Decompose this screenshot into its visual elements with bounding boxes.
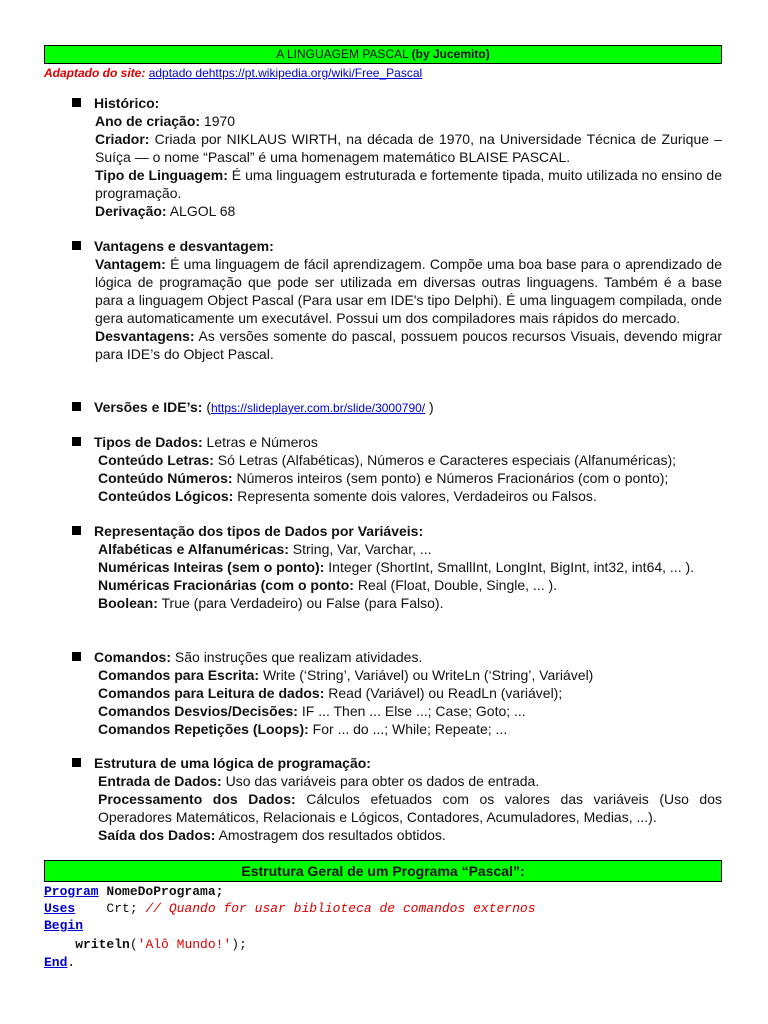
section-representacao: [72, 522, 722, 612]
item-ano: Ano de criação: 1970: [95, 113, 236, 129]
item-leitura: Comandos para Leitura de dados: Read (Variável) ou ReadLn (variável);: [98, 685, 563, 701]
source-label: Adaptado do site:: [44, 66, 146, 80]
code-line-begin: [44, 918, 83, 933]
item-inteiras: Numéricas Inteiras (sem o ponto): Integer (ShortInt, SmallInt, LongInt, BigInt, int32, int64, ... ).: [98, 559, 695, 575]
section-comandos: Comandos: São instruções que realizam atividades. Comandos para Escrita: Write (‘String’, Variável) ou WriteLn (‘String’, Variável) Comandos para Leitura de dados: Read (Variável) ou ReadLn (variável); Comandos Desvios/Decisões: IF ... Then ... Else ...; Case; Goto; ... Comandos Repetições (Loops): For ... do ...; While; Repeate; ...: [72, 648, 722, 738]
code-comment: // Quando for usar biblioteca de comandos externos: [145, 901, 536, 916]
item-boolean: Boolean: True (para Verdadeiro) ou False (para Falso).: [98, 595, 444, 611]
item-vantagem: Vantagem: É uma linguagem de fácil aprendizagem. Compõe uma boa base para o aprendizado de lógica de programação que pode ser utilizada em diversas outras linguagens. Também é a base para a linguagem Object Pascal (Para usar em IDE's tipo Delphi). É uma linguagem compilada, onde gera automaticamente um executável. Possui um dos compiladores mais rápidos do mercado.: [95, 256, 722, 326]
source-line: [44, 66, 422, 80]
code-line-end: End.: [44, 955, 76, 970]
section-historico: [72, 94, 722, 220]
section-estrutura: [72, 754, 722, 844]
item-desvantagem: Desvantagens: As versões somente do pascal, possuem poucos recursos Visuais, devendo migrar para IDE’s do Object Pascal.: [95, 328, 722, 362]
item-escrita: Comandos para Escrita: Write (‘String’, Variável) ou WriteLn (‘String’, Variável): [98, 667, 594, 683]
section-tipos: Tipos de Dados: Letras e Números Conteúdo Letras: Só Letras (Alfabéticas), Números e Caracteres especiais (Alfanuméricas); Conteúdo Números: Números inteiros (sem ponto) e Números Fracionários (com o ponto); Conteúdos Lógicos: Representa somente dois valores, Verdadeiros ou Falsos.: [72, 433, 722, 505]
item-logicos: Conteúdos Lógicos: Representa somente dois valores, Verdadeiros ou Falsos.: [98, 488, 597, 504]
keyword-end[interactable]: End: [44, 955, 68, 970]
item-letras: Conteúdo Letras: Só Letras (Alfabéticas), Números e Caracteres especiais (Alfanuméricas);: [98, 452, 677, 468]
bullet-icon: [72, 241, 81, 250]
section-heading: Estrutura de uma lógica de programação:: [94, 755, 371, 771]
bullet-icon: [72, 402, 81, 411]
keyword-uses[interactable]: Uses: [44, 901, 76, 916]
code-string: 'Alô Mundo!': [137, 937, 232, 952]
item-processamento: Processamento dos Dados: Cálculos efetuados com os valores das variáveis (Uso dos Operadores Matemáticos, Relacionais e Lógicos, Contadores, Acumuladores, Medias, ...).: [98, 791, 722, 825]
keyword-begin[interactable]: Begin: [44, 918, 84, 933]
item-saida: Saída dos Dados: Amostragem dos resultados obtidos.: [98, 827, 446, 843]
code-line-writeln: writeln('Alô Mundo!');: [75, 937, 247, 952]
item-numeros: Conteúdo Números: Números inteiros (sem ponto) e Números Fracionários (com o ponto);: [98, 470, 669, 486]
versoes-link[interactable]: https://slideplayer.com.br/slide/3000790/: [211, 401, 426, 415]
bullet-icon: [72, 437, 81, 446]
bullet-icon: [72, 526, 81, 535]
document-title: A LINGUAGEM PASCAL: [276, 47, 412, 61]
section-versoes: Versões e IDE’s: (https://slideplayer.com.br/slide/3000790/ ): [72, 398, 722, 416]
bullet-icon: [72, 758, 81, 767]
code-line-program: Program NomeDoPrograma;: [44, 884, 224, 899]
bullet-icon: [72, 652, 81, 661]
item-criador: Criador: Criada por NIKLAUS WIRTH, na década de 1970, na Universidade Técnica de Zurique – Suíça — o nome “Pascal” é uma homenagem matemático BLAISE PASCAL.: [95, 131, 722, 165]
document-title-bar: [44, 45, 722, 64]
bullet-icon: [72, 98, 81, 107]
item-alfa: Alfabéticas e Alfanuméricas: String, Var, Varchar, ...: [98, 541, 432, 557]
item-fracionarias: Numéricas Fracionárias (com o ponto: Real (Float, Double, Single, ... ).: [98, 577, 558, 593]
item-repeticoes: Comandos Repetições (Loops): For ... do ...; While; Repeate; ...: [98, 721, 508, 737]
keyword-program[interactable]: Program: [44, 884, 99, 899]
section-heading: Tipos de Dados:: [94, 434, 203, 450]
code-section-title: Estrutura Geral de um Programa “Pascal”:: [44, 860, 722, 882]
item-derivacao: Derivação: ALGOL 68: [95, 203, 236, 219]
code-line-uses: Uses Crt; // Quando for usar biblioteca de comandos externos: [44, 901, 536, 916]
item-desvios: Comandos Desvios/Decisões: IF ... Then ... Else ...; Case; Goto; ...: [98, 703, 526, 719]
section-vantagens: [72, 237, 722, 363]
section-heading: Vantagens e desvantagem:: [94, 238, 274, 254]
document-author: (by Jucemito): [411, 47, 490, 61]
item-entrada: Entrada de Dados: Uso das variáveis para obter os dados de entrada.: [98, 773, 540, 789]
section-heading: Representação dos tipos de Dados por Variáveis:: [94, 523, 424, 539]
section-heading: Comandos:: [94, 649, 171, 665]
source-link[interactable]: adptado dehttps://pt.wikipedia.org/wiki/Free_Pascal: [148, 66, 423, 80]
item-tipo: Tipo de Linguagem: É uma linguagem estruturada e fortemente tipada, muito utilizada no ensino de programação.: [95, 167, 722, 201]
section-heading: Versões e IDE’s:: [94, 399, 203, 415]
section-heading: Histórico:: [94, 95, 160, 111]
